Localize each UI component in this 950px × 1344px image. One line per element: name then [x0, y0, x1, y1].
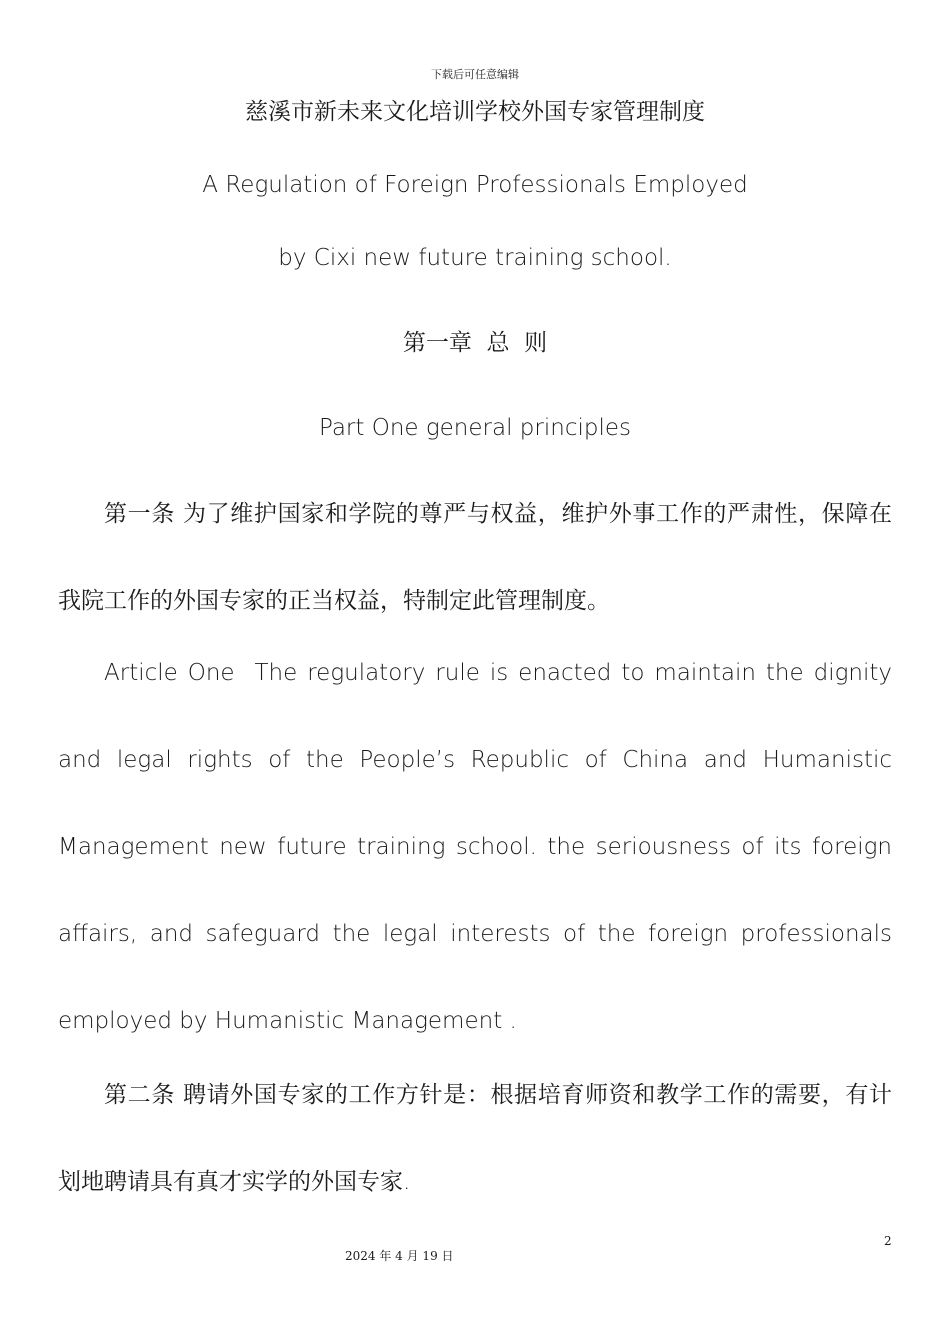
chapter-title-zh: 第一章 总 则 [402, 330, 548, 356]
title-en-line-1: A Regulation of Foreign Professionals Employed [202, 172, 748, 198]
title-zh: 慈溪市新未来文化培训学校外国专家管理制度 [245, 99, 705, 125]
chapter-title-en: Part One general principles [319, 415, 631, 441]
footer-date: 2024 年 4 月 19 日 [345, 1249, 454, 1263]
header-note: 下载后可任意编辑 [431, 68, 519, 81]
title-en-line-2: by Cixi new future training school. [278, 245, 672, 271]
page-number: 2 [884, 1234, 892, 1248]
article-one-zh: 第一条 为了维护国家和学院的尊严与权益，维护外事工作的严肃性，保障在我院工作的外国专家的正当权益，特制定此管理制度。 [58, 501, 892, 614]
article-two-zh: 第二条 聘请外国专家的工作方针是：根据培育师资和教学工作的需要，有计划地聘请具有真才实学的外国专家. [58, 1082, 892, 1195]
article-one-en: Article One The regulatory rule is enacted to maintain the dignity and legal rights of the People’s Republic of China and Humanistic Management new future training school. the seriousness of its foreign affairs, and safeguard the legal interests of the foreign professionals employed by Humanistic Management . [58, 660, 900, 1034]
